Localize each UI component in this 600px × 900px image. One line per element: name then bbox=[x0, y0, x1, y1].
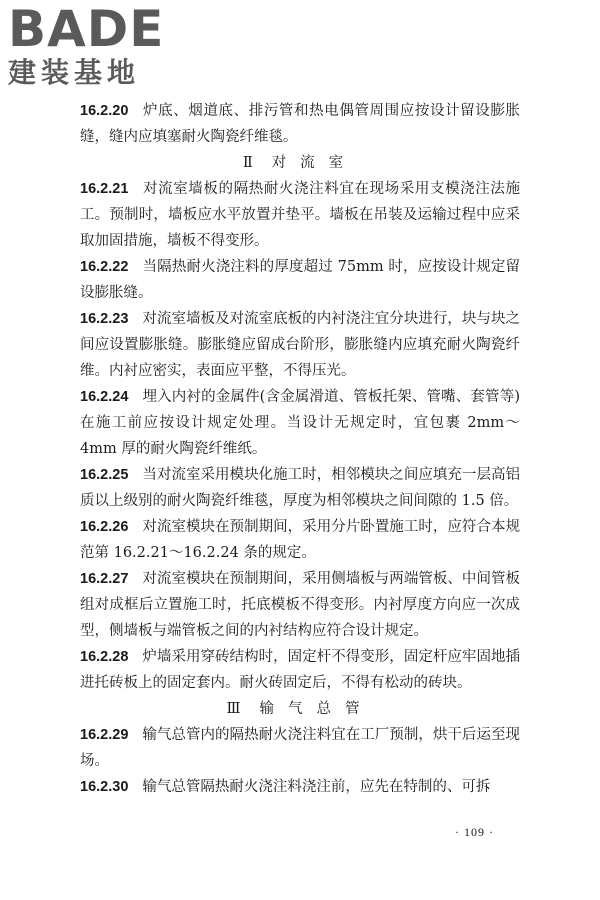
section-heading-title: 对流室 bbox=[271, 155, 358, 171]
clause-paragraph bbox=[80, 98, 520, 150]
clause-number: 16.2.26 bbox=[80, 519, 129, 535]
page-number: · 109 · bbox=[455, 825, 494, 839]
section-heading bbox=[80, 150, 520, 176]
clause-number: 16.2.21 bbox=[80, 181, 129, 197]
section-heading-numeral: Ⅲ bbox=[226, 701, 242, 717]
clause-text: 对流室模块在预制期间，采用侧墙板与两端管板、中间管板组对成框后立置施工时，托底模板不得变形。内衬厚度方向应一次成型，侧墙板与端管板之间的内衬结构应符合设计规定。 bbox=[80, 571, 520, 639]
section-heading bbox=[80, 696, 520, 722]
clause-paragraph bbox=[80, 254, 520, 306]
clause-text: 输气总管隔热耐火浇注料浇注前，应先在特制的、可拆 bbox=[142, 779, 491, 795]
clause-paragraph bbox=[80, 384, 520, 462]
clause-text: 对流室墙板及对流室底板的内衬浇注宜分块进行，块与块之间应设置膨胀缝。膨胀缝应留成台阶形，膨胀缝内应填充耐火陶瓷纤维。内衬应密实，表面应平整，不得压光。 bbox=[80, 311, 520, 379]
clause-number: 16.2.28 bbox=[80, 649, 129, 665]
section-heading-title: 输气总管 bbox=[259, 701, 374, 717]
clause-paragraph bbox=[80, 774, 520, 800]
clause-paragraph bbox=[80, 176, 520, 254]
clause-text: 埋入内衬的金属件(含金属滑道、管板托架、管嘴、套管等)在施工前应按设计规定处理。当设计无规定时，宜包裹 2mm～4mm 厚的耐火陶瓷纤维纸。 bbox=[80, 389, 520, 457]
clause-paragraph bbox=[80, 514, 520, 566]
clause-text: 输气总管内的隔热耐火浇注料宜在工厂预制，烘干后运至现场。 bbox=[80, 727, 520, 769]
clause-text: 当对流室采用模块化施工时，相邻模块之间应填充一层高铝质以上级别的耐火陶瓷纤维毯，厚度为相邻模块之间间隙的 1.5 倍。 bbox=[80, 467, 520, 509]
clause-text: 炉底、烟道底、排污管和热电偶管周围应按设计留设膨胀缝，缝内应填塞耐火陶瓷纤维毯。 bbox=[80, 103, 520, 145]
clause-number: 16.2.29 bbox=[80, 727, 129, 743]
clause-number: 16.2.20 bbox=[80, 103, 129, 119]
clause-number: 16.2.24 bbox=[80, 389, 129, 405]
clause-number: 16.2.22 bbox=[80, 259, 129, 275]
clause-paragraph bbox=[80, 306, 520, 384]
section-heading-numeral: Ⅱ bbox=[242, 155, 254, 171]
clause-text: 对流室墙板的隔热耐火浇注料宜在现场采用支模浇注法施工。预制时，墙板应水平放置并垫平。墙板在吊装及运输过程中应采取加固措施，墙板不得变形。 bbox=[80, 181, 520, 249]
clause-paragraph bbox=[80, 722, 520, 774]
clause-number: 16.2.30 bbox=[80, 779, 129, 795]
clause-paragraph bbox=[80, 566, 520, 644]
clause-number: 16.2.25 bbox=[80, 467, 129, 483]
clause-text: 炉墙采用穿砖结构时，固定杆不得变形，固定杆应牢固地插进托砖板上的固定套内。耐火砖固定后，不得有松动的砖块。 bbox=[80, 649, 520, 691]
clause-number: 16.2.27 bbox=[80, 571, 129, 587]
clause-paragraph bbox=[80, 462, 520, 514]
logo-subtitle: 建装基地 bbox=[8, 56, 141, 89]
clause-text: 对流室模块在预制期间，采用分片卧置施工时，应符合本规范第 16.2.21～16.2.24 条的规定。 bbox=[80, 519, 520, 561]
logo-wordmark: BADE bbox=[8, 0, 165, 58]
clause-text: 当隔热耐火浇注料的厚度超过 75mm 时，应按设计规定留设膨胀缝。 bbox=[80, 259, 520, 301]
clause-number: 16.2.23 bbox=[80, 311, 129, 327]
document-body bbox=[80, 98, 520, 800]
clause-paragraph bbox=[80, 644, 520, 696]
bade-logo bbox=[8, 0, 178, 96]
